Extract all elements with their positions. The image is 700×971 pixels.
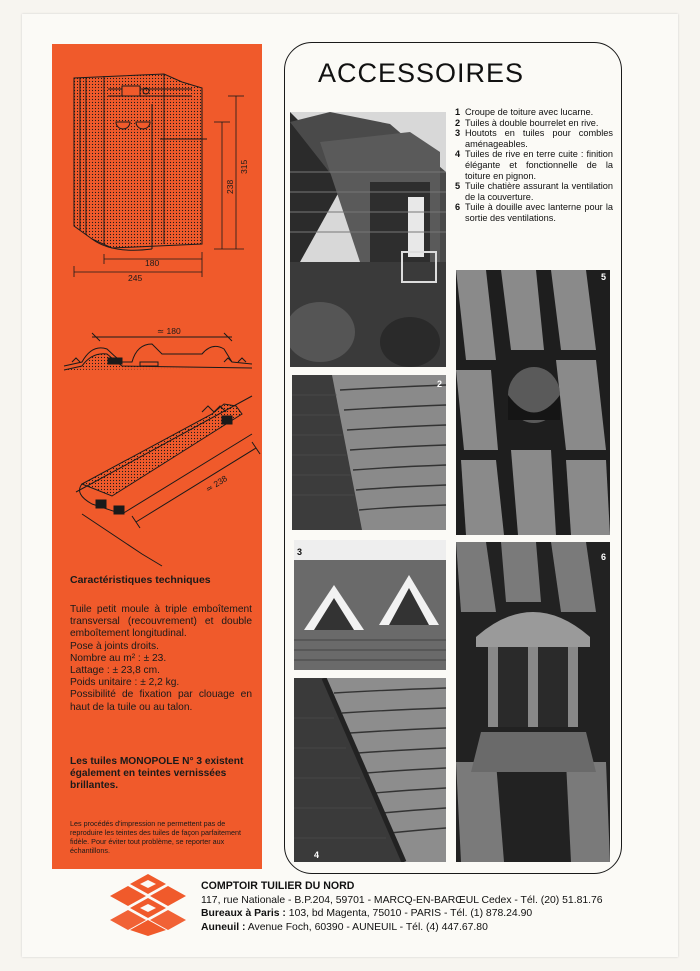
legend-item: 5 Tuile chatière assurant la ventilation de la couverture. (455, 181, 613, 202)
dim-315: 315 (239, 159, 249, 174)
spec-line: Possibilité de fixation par clouage en haut de la tuile ou au talon. (70, 689, 252, 713)
photo-gable-edge (294, 678, 446, 862)
spec-line: Nombre au m² : ± 23. (70, 652, 167, 664)
address-line: 117, rue Nationale - B.P.204, 59701 - MARCQ-EN-BARŒUL Cedex - Tél. (20) 51.81.76 (201, 894, 603, 906)
paris-line: Bureaux à Paris : 103, bd Magenta, 75010 - PARIS - Tél. (1) 878.24.90 (201, 908, 533, 919)
photo-number: 4 (314, 850, 320, 860)
print-disclaimer: Les procédés d'impression ne permettent pas de reproduire les teintes des tuiles de façon parfaitement fidèle. Pour éviter tout problème, se reporter aux échantillons. (70, 819, 242, 855)
photo-number: 3 (297, 547, 303, 557)
page-title: ACCESSOIRES (318, 58, 525, 88)
specs-title: Caractéristiques techniques (70, 574, 211, 586)
monopole-note: Les tuiles MONOPOLE N° 3 existent également en teintes vernissées brillantes. (70, 756, 244, 791)
legend-item: 4 Tuiles de rive en terre cuite : finition élégante et fonctionnelle de la toiture en pignon. (455, 149, 613, 181)
dim-180: 180 (145, 258, 160, 268)
accessories-legend (455, 107, 613, 224)
spec-line: Tuile petit moule à triple emboîtement transversal (recouvrement) et double emboîtement longitudinal. (70, 604, 252, 640)
photo-double-edge (292, 375, 446, 530)
tile-technical-drawings (52, 44, 262, 584)
company-logo-icon (108, 874, 188, 936)
legend-item: 2 Tuiles à double bourrelet en rive. (455, 117, 599, 128)
spec-line: Poids unitaire : ± 2,2 kg. (70, 677, 180, 689)
tile-front-view (74, 74, 207, 250)
spec-line: Lattage : ± 23,8 cm. (70, 665, 160, 677)
auneuil-line: Auneuil : Avenue Foch, 60390 - AUNEUIL - Tél. (4) 447.67.80 (201, 921, 488, 933)
tile-section-view (76, 396, 260, 566)
legend-item: 1 Croupe de toiture avec lucarne. (455, 107, 594, 117)
specs-panel (52, 44, 262, 869)
dim-238: 238 (225, 179, 235, 194)
tile-profile-view (64, 333, 252, 370)
photo-dormers (294, 540, 446, 670)
photo-vent-tile (456, 270, 610, 535)
profile-width-label: ≃ 180 (157, 326, 181, 336)
spec-line: Pose à joints droits. (70, 640, 159, 652)
legend-item: 6 Tuile à douille avec lanterne pour la sortie des ventilations. (455, 202, 613, 223)
photo-number: 2 (436, 379, 442, 389)
photo-number: 6 (600, 552, 606, 562)
company-name: COMPTOIR TUILIER DU NORD (201, 880, 355, 892)
photo-number: 5 (600, 272, 606, 282)
company-footer (201, 880, 641, 934)
specs-body (70, 604, 252, 714)
legend-item: 3 Houtots en tuiles pour combles aménageables. (455, 128, 613, 149)
photo-roof-dormer (290, 112, 446, 367)
dim-245: 245 (128, 273, 143, 283)
section-length-label-visible: ≃ 238 (203, 473, 229, 495)
photo-lantern-tile (456, 542, 610, 862)
